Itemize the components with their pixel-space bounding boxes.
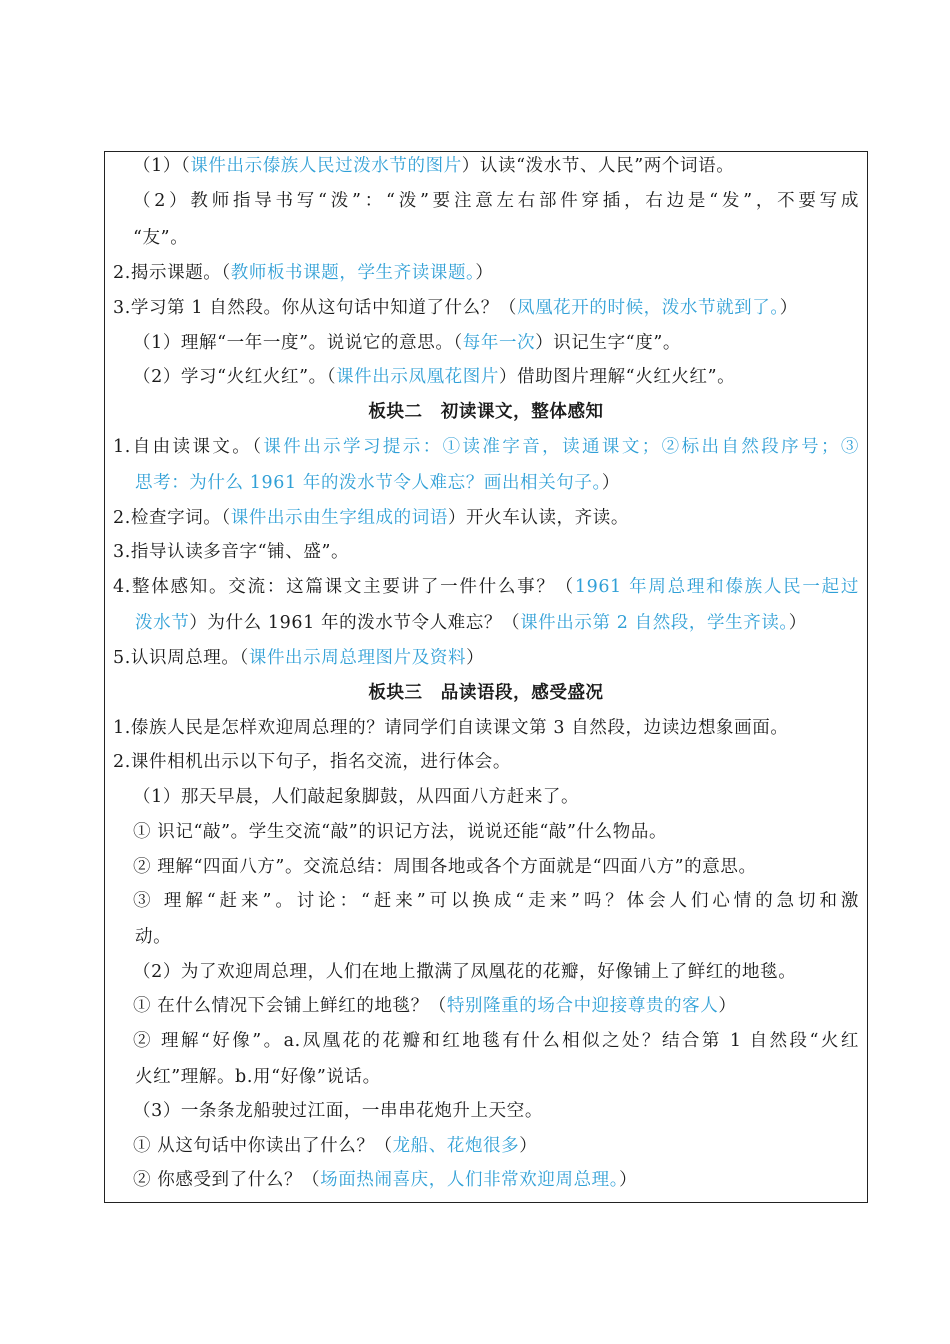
answer-highlight: 课件出示由生字组成的词语 bbox=[230, 508, 448, 528]
text: ） bbox=[619, 1170, 638, 1190]
step-2 bbox=[113, 261, 494, 285]
text: 1.自由读课文。（ bbox=[113, 437, 264, 457]
answer-highlight: 凤凰花开的时候，泼水节就到了。 bbox=[516, 298, 780, 318]
block3-item-cont: 动。 bbox=[135, 927, 172, 947]
block2-step-4-cont bbox=[135, 611, 807, 635]
block3-item: ③ 理解“赶来”。讨论：“赶来”可以换成“走来”吗？体会人们心情的急切和激 bbox=[133, 891, 859, 911]
block3-item-cont: 火红”理解。b.用“好像”说话。 bbox=[135, 1067, 381, 1087]
block3-item bbox=[133, 994, 736, 1018]
block2-step-5 bbox=[113, 646, 484, 670]
block3-step-2: 2.课件相机出示以下句子，指名交流，进行体会。 bbox=[113, 752, 511, 772]
text: ）识记生字“度”。 bbox=[535, 333, 681, 353]
text: ① 在什么情况下会铺上鲜红的地毯？（ bbox=[133, 996, 447, 1016]
block3-item bbox=[133, 1168, 637, 1192]
text: 2.检查字词。（ bbox=[113, 508, 231, 528]
step-3-1 bbox=[133, 331, 681, 355]
text: ）认读“泼水节、人民”两个词语。 bbox=[461, 156, 735, 176]
text: ）为什么 1961 年的泼水节令人难忘？（ bbox=[189, 613, 521, 633]
block3-item bbox=[133, 1134, 537, 1158]
answer-highlight: 思考：为什么 1961 年的泼水节令人难忘？画出相关句子。 bbox=[135, 473, 602, 493]
answer-highlight: 课件出示学习提示：①读准字音，读通课文；②标出自然段序号；③ bbox=[263, 437, 859, 457]
section-heading-2: 板块二 初读课文，整体感知 bbox=[368, 402, 604, 422]
block2-step-2 bbox=[113, 506, 629, 530]
block3-item: ② 理解“四面八方”。交流总结：周围各地或各个方面就是“四面八方”的意思。 bbox=[133, 857, 757, 877]
answer-highlight: 龙船、花炮很多 bbox=[392, 1136, 520, 1156]
block3-item: ② 理解“好像”。a.凤凰花的花瓣和红地毯有什么相似之处？结合第 1 自然段“火红 bbox=[133, 1031, 859, 1051]
step-1-2: （2）教师指导书写“泼”：“泼”要注意左右部件穿插，右边是“发”，不要写成 bbox=[133, 191, 859, 211]
answer-highlight: 场面热闹喜庆，人们非常欢迎周总理。 bbox=[320, 1170, 620, 1190]
text: ）借助图片理解“火红火红”。 bbox=[498, 367, 736, 387]
section-heading-3: 板块三 品读语段，感受盛况 bbox=[368, 683, 604, 703]
step-3 bbox=[113, 296, 798, 320]
text: （1）理解“一年一度”。说说它的意思。（ bbox=[133, 333, 463, 353]
text: ） bbox=[718, 996, 737, 1016]
answer-highlight: 每年一次 bbox=[462, 333, 536, 353]
text: 2.揭示课题。（ bbox=[113, 263, 231, 283]
answer-highlight: 泼水节 bbox=[135, 613, 190, 633]
answer-highlight: 1961 年周总理和傣族人民一起过 bbox=[574, 577, 859, 597]
step-3-2 bbox=[133, 365, 735, 389]
text: ） bbox=[779, 298, 798, 318]
block2-step-1 bbox=[113, 435, 859, 459]
text: ） bbox=[519, 1136, 538, 1156]
lesson-plan-table bbox=[104, 151, 868, 1203]
block2-step-1-cont bbox=[135, 471, 620, 495]
step-1-1 bbox=[133, 154, 734, 178]
answer-highlight: 课件出示周总理图片及资料 bbox=[248, 648, 467, 668]
text: 3.学习第 1 自然段。你从这句话中知道了什么？（ bbox=[113, 298, 517, 318]
block3-step-2-2: （2）为了欢迎周总理，人们在地上撒满了凤凰花的花瓣，好像铺上了鲜红的地毯。 bbox=[133, 962, 797, 982]
block3-step-2-1: （1）那天早晨，人们敲起象脚鼓，从四面八方赶来了。 bbox=[133, 787, 580, 807]
block3-step-2-3: （3）一条条龙船驶过江面，一串串花炮升上天空。 bbox=[133, 1101, 543, 1121]
block3-item: ① 识记“敲”。学生交流“敲”的识记方法，说说还能“敲”什么物品。 bbox=[133, 822, 668, 842]
text: ） bbox=[788, 613, 807, 633]
block2-step-3: 3.指导认读多音字“铺、盛”。 bbox=[113, 542, 350, 562]
answer-highlight: 课件出示凤凰花图片 bbox=[336, 367, 499, 387]
answer-highlight: 课件出示第 2 自然段，学生齐读。 bbox=[520, 613, 789, 633]
text: ） bbox=[475, 263, 494, 283]
text: （1）（ bbox=[133, 156, 191, 176]
answer-highlight: 特别隆重的场合中迎接尊贵的客人 bbox=[446, 996, 719, 1016]
text: ） bbox=[466, 648, 485, 668]
text: 4.整体感知。交流：这篇课文主要讲了一件什么事？（ bbox=[113, 577, 575, 597]
block3-step-1: 1.傣族人民是怎样欢迎周总理的？请同学们自读课文第 3 自然段，边读边想象画面。 bbox=[113, 718, 789, 738]
text: （2）学习“火红火红”。（ bbox=[133, 367, 337, 387]
text: ）开火车认读，齐读。 bbox=[447, 508, 629, 528]
block2-step-4 bbox=[113, 575, 859, 599]
text: 5.认识周总理。（ bbox=[113, 648, 249, 668]
answer-highlight: 课件出示傣族人民过泼水节的图片 bbox=[190, 156, 462, 176]
answer-highlight: 教师板书课题，学生齐读课题。 bbox=[230, 263, 476, 283]
text: ② 你感受到了什么？（ bbox=[133, 1170, 321, 1190]
text: ① 从这句话中你读出了什么？（ bbox=[133, 1136, 393, 1156]
text: ） bbox=[601, 473, 620, 493]
step-1-2-cont: “友”。 bbox=[133, 228, 189, 248]
